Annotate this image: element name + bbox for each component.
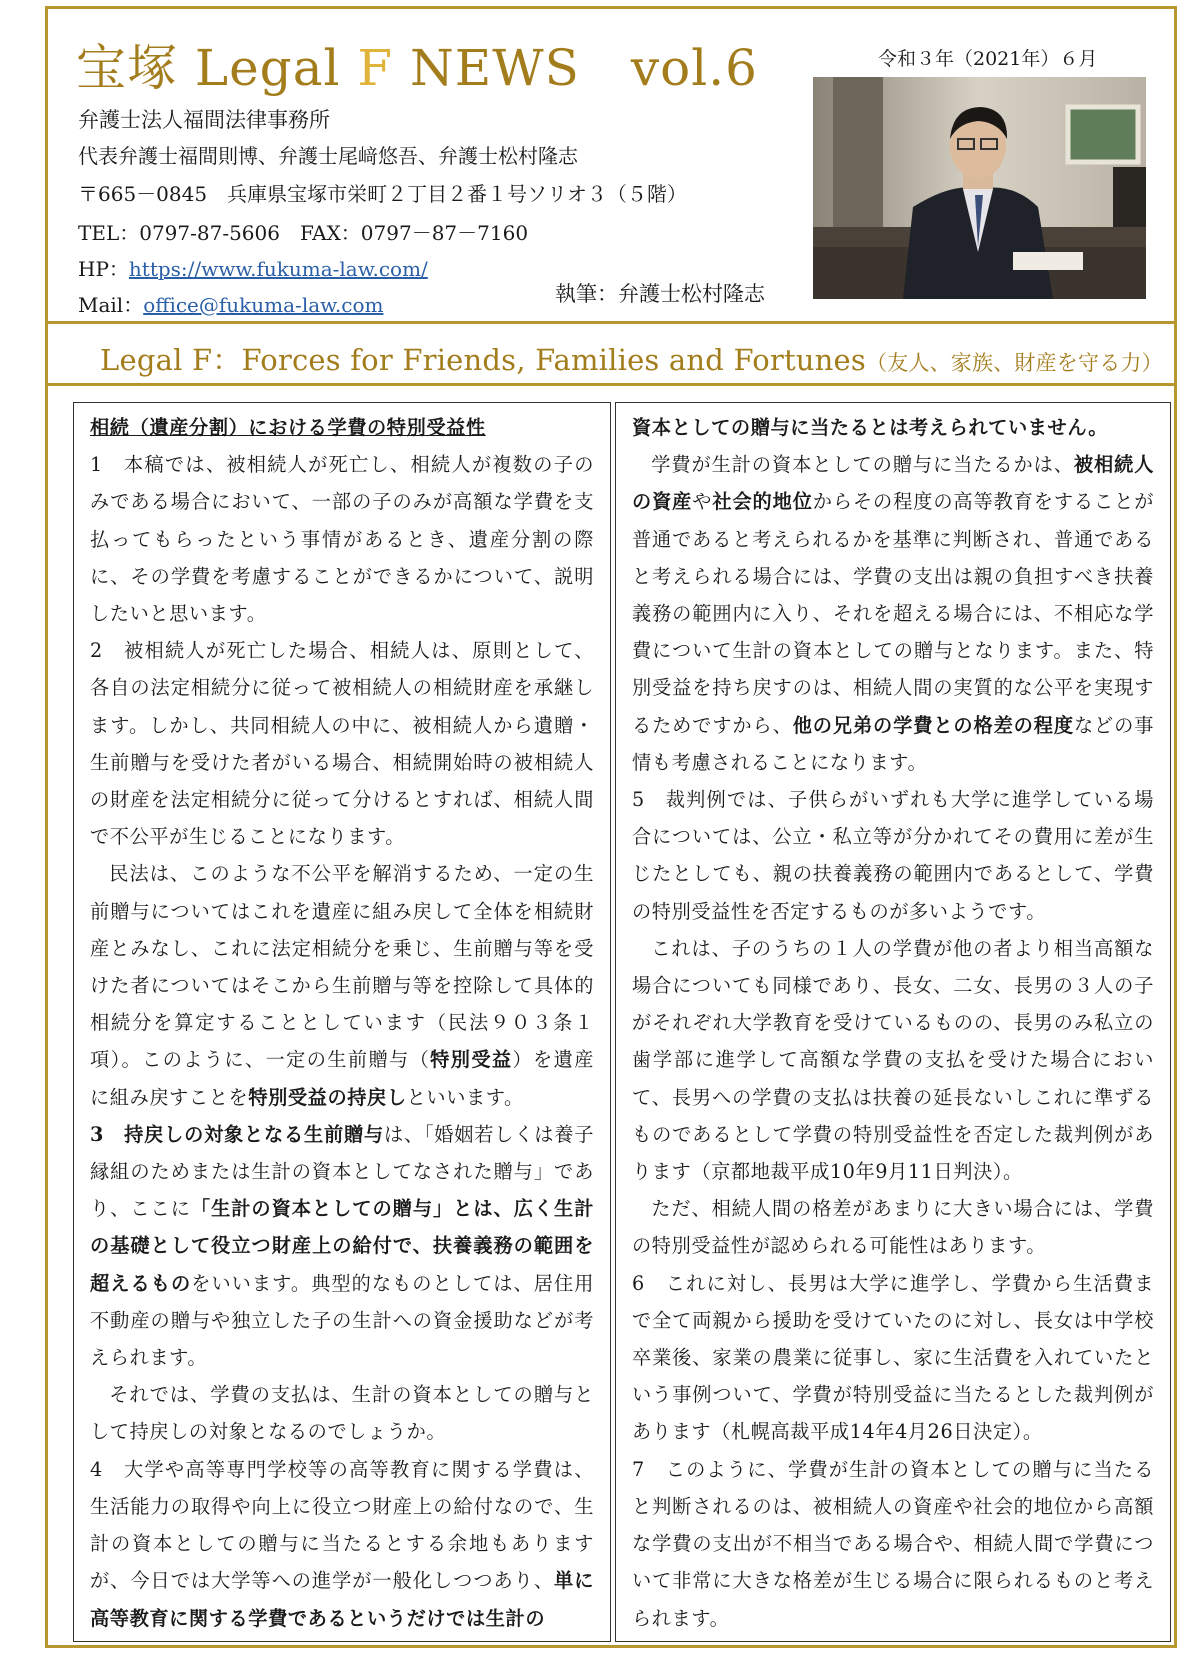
lawyer-photo: [813, 77, 1146, 299]
paragraph-8: 5 裁判例では、子供らがいずれも大学に進学している場合については、公立・私立等が分かれてその費用に差が生じたとしても、親の扶養義務の範囲内であるとして、学費の特別受益性を否定するものが多いようです。: [632, 788, 1154, 923]
author-credit: 執筆：弁護士松村隆志: [555, 282, 765, 306]
newsletter-title: 宝塚 Legal F NEWS vol.6: [76, 39, 758, 97]
tel-fax: TEL：0797-87-5606 FAX：0797－87－7160: [78, 221, 529, 245]
paragraph-3: 民法は、このような不公平を解消するため、一定の生前贈与についてはこれを遺産に組み戻して全体を相続財産とみなし、これに法定相続分を乗じ、生前贈与等を受けた者についてはそこから生前贈与等を控除して具体的相続分を算定することとしています（民法９０３条１項）。このように、一定の生前贈与（特別受益）を遺産に組み戻すことを特別受益の持戻しといいます。: [90, 862, 594, 1109]
paragraph-9: これは、子のうちの１人の学費が他の者より相当高額な場合についても同様であり、長女、二女、長男の３人の子がそれぞれ大学教育を受けているものの、長男のみ私立の歯学部に進学して高額な学費の支払を受けた場合において、長男への学費の支払は扶養の延長ないしこれに準ずるものであるとして学費の特別受益性を否定した裁判例があります（京都地裁平成10年9月11日判決）。: [632, 936, 1154, 1184]
paragraph-12: 7 このように、学費が生計の資本としての贈与に当たると判断されるのは、被相続人の資産や社会的地位から高額な学費の支出が不相当である場合や、相続人間で学費について非常に大きな格差が生じる場合に限られるものと考えられます。: [632, 1457, 1154, 1630]
mail-line: Mail：office@fukuma-law.com: [78, 293, 384, 317]
email-link[interactable]: office@fukuma-law.com: [143, 293, 384, 317]
paragraph-11: 6 これに対し、長男は大学に進学し、学費から生活費まで全て両親から援助を受けていたのに対し、長女は中学校卒業後、家業の農業に従事し、家に生活費を入れていたという事例ついて、学費が特別受益に当たるとした裁判例があります（札幌高裁平成14年4月26日決定）。: [632, 1271, 1154, 1444]
paragraph-6: 4 大学や高等専門学校等の高等教育に関する学費は、生活能力の取得や向上に役立つ財産上の給付なので、生計の資本としての贈与に当たるとする余地もありますが、今日では大学等への進学が一般化しつつあり、単に高等教育に関する学費であるというだけでは生計の: [90, 1457, 594, 1630]
paragraph-6-continued: 資本としての贈与に当たるとは考えられていません。: [632, 416, 1109, 439]
header-divider: [45, 321, 1177, 324]
firm-name: 弁護士法人福間法律事務所: [78, 108, 330, 132]
article-column-left: [73, 402, 611, 1642]
tagline: Legal F：Forces for Friends, Families and Fortunes（友人、家族、財産を守る力）: [100, 343, 1163, 377]
lawyer-names: 代表弁護士福間則博、弁護士尾﨑悠吾、弁護士松村隆志: [78, 144, 578, 168]
article-column-right: [615, 402, 1171, 1642]
paragraph-10: ただ、相続人間の格差があまりに大きい場合には、学費の特別受益性が認められる可能性はあります。: [632, 1197, 1154, 1258]
homepage-link[interactable]: https://www.fukuma-law.com/: [128, 257, 428, 281]
issue-date: 令和３年（2021年）６月: [878, 48, 1098, 70]
paragraph-4: 3 持戻しの対象となる生前贈与は、「婚姻若しくは養子縁組のためまたは生計の資本としてなされた贈与」であり、ここに「生計の資本としての贈与」とは、広く生計の基礎として役立つ財産上の給付で、扶養義務の範囲を超えるものをいいます。典型的なものとしては、居住用不動産の贈与や独立した子の生計への資金援助などが考えられます。: [90, 1122, 595, 1370]
firm-address: 〒665－0845 兵庫県宝塚市栄町２丁目２番１号ソリオ３（５階）: [78, 182, 687, 206]
homepage-line: HP：https://www.fukuma-law.com/: [78, 257, 428, 281]
paragraph-2: 2 被相続人が死亡した場合、相続人は、原則として、各自の法定相続分に従って被相続人の相続財産を承継します。しかし、共同相続人の中に、被相続人から遺贈・生前贈与を受けた者がいる場合、相続開始時の被相続人の財産を法定相続分に従って分けるとすれば、相続人間で不公平が生じることになります。: [90, 639, 594, 849]
paragraph-5: それでは、学費の支払は、生計の資本としての贈与として持戻しの対象となるのでしょうか。: [90, 1383, 594, 1444]
paragraph-7: 学費が生計の資本としての贈与に当たるかは、被相続人の資産や社会的地位からその程度の高等教育をすることが普通であると考えられるかを基準に判断され、普通であると考えられる場合には、学費の支出は親の負担すべき扶養義務の範囲内に入り、それを超える場合には、不相応な学費について生計の資本としての贈与となります。また、特別受益を持ち戻すのは、相続人間の実質的な公平を実現するためですから、他の兄弟の学費との格差の程度などの事情も考慮されることになります。: [632, 453, 1154, 774]
tagline-divider: [45, 383, 1177, 386]
article-heading: 相続（遺産分割）における学費の特別受益性: [90, 416, 486, 439]
paragraph-1: 1 本稿では、被相続人が死亡し、相続人が複数の子のみである場合において、一部の子のみが高額な学費を支払ってもらったという事情があるとき、遺産分割の際に、その学費を考慮することができるかについて、説明したいと思います。: [90, 453, 594, 626]
